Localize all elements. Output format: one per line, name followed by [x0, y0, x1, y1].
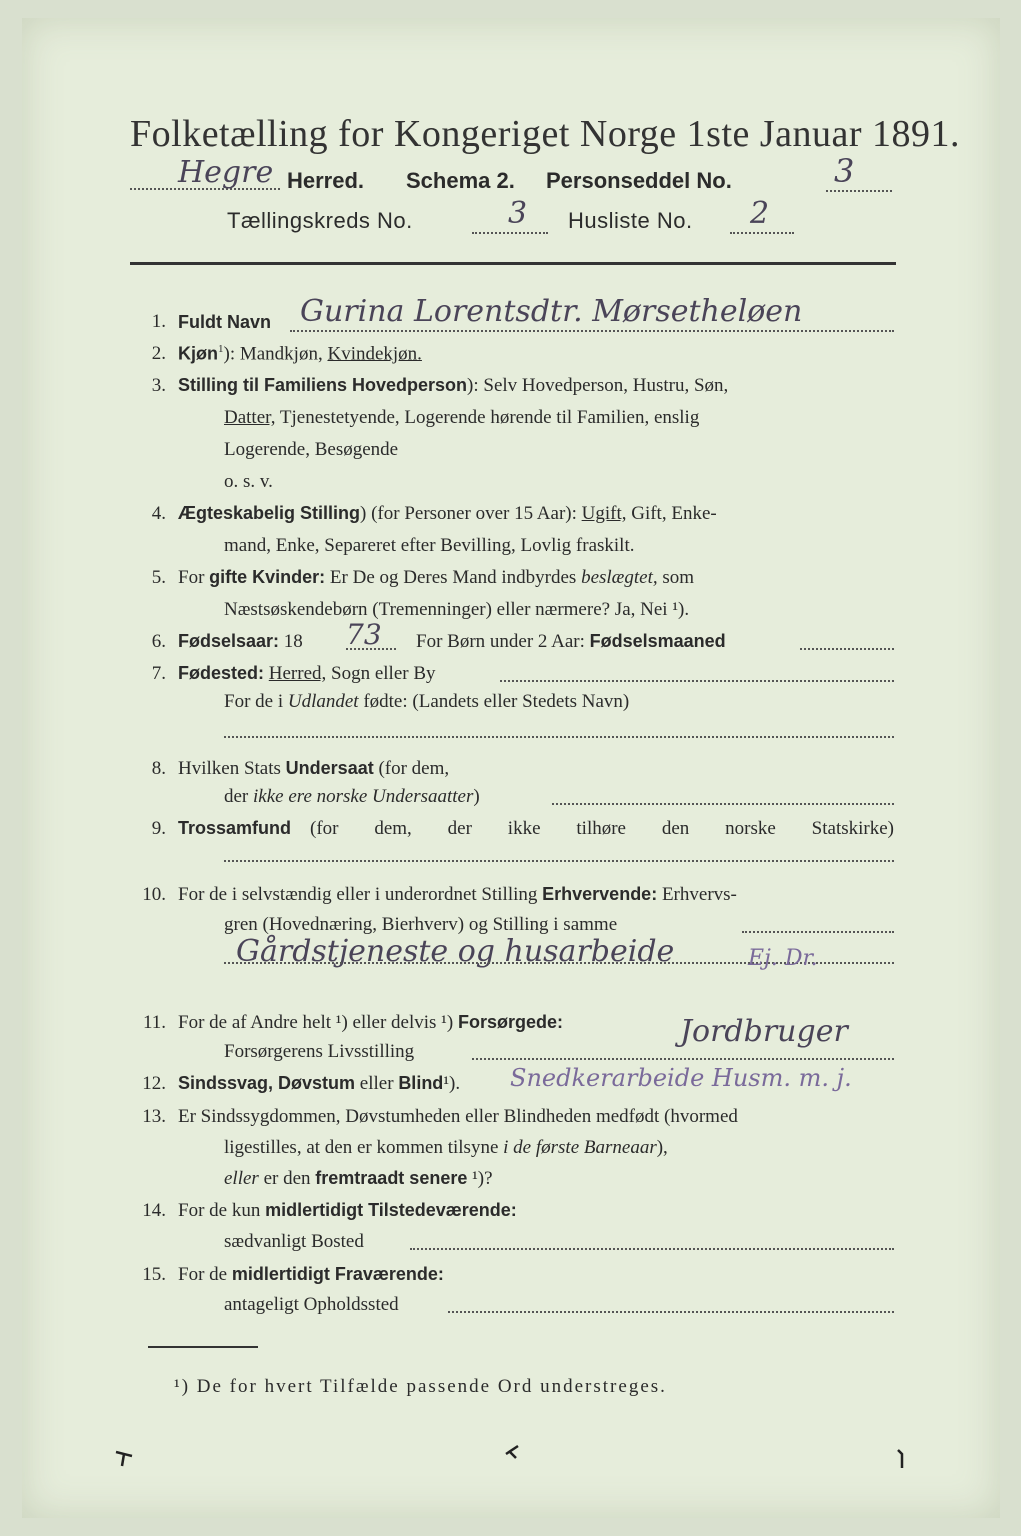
form-title: Folketælling for Kongeriget Norge 1ste Januar 1891. [130, 113, 961, 155]
item-14-dotline [410, 1248, 894, 1250]
item-6-year-dotline [346, 648, 396, 650]
kreds-number: 3 [508, 196, 528, 231]
item-2-sup: 1 [218, 343, 224, 355]
item-7-number: 7. [151, 663, 166, 684]
item-4-text-c: Gift, Enke- [626, 503, 717, 524]
item-12-value: Snedkerarbeide Husm. m. j. [510, 1064, 852, 1092]
item-11-line-1 [178, 1012, 563, 1034]
item-8-label: Undersaat [285, 758, 374, 778]
corner-mark-center [500, 1440, 524, 1464]
item-2-number: 2. [151, 343, 166, 364]
personseddel-dotline [826, 190, 892, 192]
item-4-label: Ægteskabelig Stilling [178, 503, 361, 523]
item-11-supporter-value: Jordbruger [680, 1014, 848, 1049]
item-5-number: 5. [151, 567, 166, 588]
item-4-selected: Ugift, [581, 503, 627, 524]
item-1-number: 1. [151, 311, 166, 332]
item-12-number: 12. [142, 1073, 166, 1094]
item-5-text-b: Er De og Deres Mand indbyrdes [325, 567, 582, 588]
item-11-dotline [472, 1058, 894, 1060]
item-13-text-i: ¹)? [467, 1168, 493, 1189]
item-4-text-a: ) (for Personer over 15 Aar): [360, 503, 582, 524]
item-13-text-e: i de første Barneaar [503, 1137, 657, 1158]
item-13-text-c: (hvormed [659, 1106, 738, 1127]
item-8-line-1 [178, 758, 449, 780]
item-2-text [178, 343, 422, 365]
item-11-label: Forsørgede: [457, 1012, 563, 1032]
item-10-annotation: Ej. Dr. [748, 946, 818, 971]
item-15-number: 15. [142, 1264, 166, 1285]
item-3-options-a: ): Selv Hovedperson, Hustru, Søn, [467, 375, 729, 396]
item-13-label: fremtraadt senere [315, 1168, 468, 1188]
herred-name: Hegre [178, 155, 274, 190]
item-6-line-b [416, 631, 726, 653]
item-13-text-h: er den [258, 1168, 316, 1189]
item-14-number: 14. [142, 1200, 166, 1221]
item-1-name-value: Gurina Lorentsdtr. Mørsetheløen [300, 294, 803, 329]
item-1-dotline [290, 330, 894, 332]
item-4-line-1 [178, 503, 717, 525]
item-8-text-e: ) [473, 786, 480, 807]
item-6-century: 18 [279, 631, 303, 652]
item-13-text-d: ligestilles, at den er kommen tilsyne [224, 1137, 504, 1158]
item-5-line-2: Næstsøskendebørn (Tremenninger) eller nærmere? Ja, Nei ¹). [224, 599, 690, 620]
item-14-text-a: For de kun [178, 1200, 266, 1221]
item-10-line-1 [178, 884, 737, 906]
item-8-dotline [552, 803, 894, 805]
item-3-label: Stilling til Familiens Hovedperson [178, 375, 468, 395]
item-15-text-a: For de [178, 1264, 232, 1285]
kreds-label: Tællingskreds No. [227, 208, 413, 233]
item-12-text-a: eller [355, 1073, 399, 1094]
item-8-text-d: ikke ere norske Undersaatter [253, 786, 474, 807]
item-8-text-c: der [224, 786, 254, 807]
schema-label: Schema 2. [406, 168, 515, 193]
item-15-line-2: antageligt Opholdssted [224, 1294, 399, 1315]
item-10-label: Erhvervende: [542, 884, 658, 904]
census-form-page [22, 18, 1000, 1518]
item-14-label: midlertidigt Tilstedeværende: [265, 1200, 517, 1220]
item-15-label: midlertidigt Fraværende: [231, 1264, 444, 1284]
item-10-text-a: For de i selvstændig eller i underordnet Stilling [178, 884, 543, 905]
item-2-selected: Kvindekjøn. [327, 343, 422, 365]
item-3-number: 3. [151, 375, 166, 396]
item-10-text-b: Erhvervs- [657, 884, 737, 905]
header-rule [130, 262, 896, 265]
item-10-number: 10. [142, 884, 166, 905]
kreds-dotline [472, 232, 548, 234]
item-5-text-a: For [178, 567, 210, 588]
item-11-text-a: For de af Andre helt ¹) eller delvis ¹) [178, 1012, 458, 1033]
item-7-text-e: fødte: (Landets eller Stedets Navn) [358, 691, 630, 712]
item-2-label: Kjøn [178, 343, 218, 364]
item-5-text-d: som [657, 567, 695, 588]
item-9-label: Trossamfund [178, 818, 292, 838]
item-13-text-b: medfødt [595, 1106, 660, 1127]
item-7-text-d: Udlandet [287, 691, 359, 712]
item-3-line-4: o. s. v. [224, 471, 273, 492]
item-5-label: gifte Kvinder: [209, 567, 326, 587]
item-10-dotline-1 [742, 931, 894, 933]
footnote: ¹) De for hvert Tilfælde passende Ord understreges. [174, 1376, 667, 1397]
item-3-options-b: Tjenestetyende, Logerende hørende til Familien, enslig [275, 407, 700, 428]
item-10-occupation-value: Gårdstjeneste og husarbeide [236, 934, 675, 969]
personseddel-number: 3 [834, 152, 855, 190]
item-5-line-1 [178, 567, 694, 589]
item-15-dotline [448, 1311, 894, 1313]
item-9-text: (for dem, der ikke tilhøre den norske Statskirke) [310, 818, 894, 839]
item-3-line-3: Logerende, Besøgende [224, 439, 399, 460]
item-6-number: 6. [151, 631, 166, 652]
item-1-label: Fuldt Navn [178, 312, 271, 332]
item-6-label: Fødselsaar: [178, 631, 280, 651]
item-7-abroad-dotline [224, 736, 894, 738]
item-8-text-a: Hvilken Stats [178, 758, 286, 779]
item-12-label-2: Blind [398, 1073, 444, 1093]
item-13-text-f: ), [656, 1137, 668, 1158]
item-13-line-1 [178, 1106, 738, 1128]
personseddel-label: Personseddel No. [546, 168, 732, 193]
item-6-birthyear-value: 73 [346, 618, 382, 651]
item-9-dotline [224, 860, 894, 862]
item-13-line-2 [224, 1137, 668, 1159]
item-7-line-2 [224, 691, 629, 713]
item-7-selected: Herred, [268, 663, 327, 684]
item-3-line-2 [224, 407, 699, 429]
item-7-dotline [500, 680, 894, 682]
corner-mark-left [112, 1446, 136, 1470]
item-14-line-1 [178, 1200, 517, 1222]
item-6-month-dotline [800, 648, 894, 650]
item-6-line [178, 631, 303, 653]
item-6-label-2: Fødselsmaaned [589, 631, 726, 651]
item-3-selected: Datter, [224, 407, 276, 428]
husliste-label: Husliste No. [568, 208, 693, 233]
item-7-label: Fødested: [178, 663, 265, 683]
item-6-text-b: For Børn under 2 Aar: [416, 631, 590, 652]
footnote-rule [148, 1346, 258, 1348]
item-12-line [178, 1073, 460, 1095]
item-8-text-b: (for dem, [373, 758, 450, 779]
husliste-dotline [730, 232, 794, 234]
item-11-number: 11. [142, 1012, 166, 1033]
item-3-line-1 [178, 375, 728, 397]
item-13-number: 13. [142, 1106, 166, 1127]
item-12-label: Sindssvag, Døvstum [178, 1073, 356, 1093]
item-13-text-g: eller [224, 1168, 259, 1189]
item-13-text-a: Er Sindssygdommen, Døvstumheden eller Blindheden [178, 1106, 596, 1127]
item-9-number: 9. [151, 818, 166, 839]
item-2-options: ): Mandkjøn, [223, 343, 328, 365]
herred-label: Herred. [287, 168, 365, 193]
item-13-line-3 [224, 1168, 493, 1190]
item-7-text-b: Sogn eller By [326, 663, 436, 684]
item-7-text-c: For de i [224, 691, 288, 712]
item-12-text-b: ¹). [443, 1073, 461, 1094]
item-15-line-1 [178, 1264, 444, 1286]
husliste-number: 2 [750, 196, 770, 231]
item-8-number: 8. [151, 758, 166, 779]
item-10-line-2: gren (Hovednæring, Bierhverv) og Stilling i samme [224, 914, 618, 935]
item-8-line-2 [224, 786, 480, 808]
item-5-text-c: beslægtet, [581, 567, 658, 588]
item-4-number: 4. [151, 503, 166, 524]
corner-mark-right [892, 1446, 912, 1472]
item-4-line-2: mand, Enke, Separeret efter Bevilling, Lovlig fraskilt. [224, 535, 635, 556]
item-7-line-1 [178, 663, 436, 685]
item-14-line-2: sædvanligt Bosted [224, 1231, 364, 1252]
item-11-line-2: Forsørgerens Livsstilling [224, 1041, 415, 1062]
